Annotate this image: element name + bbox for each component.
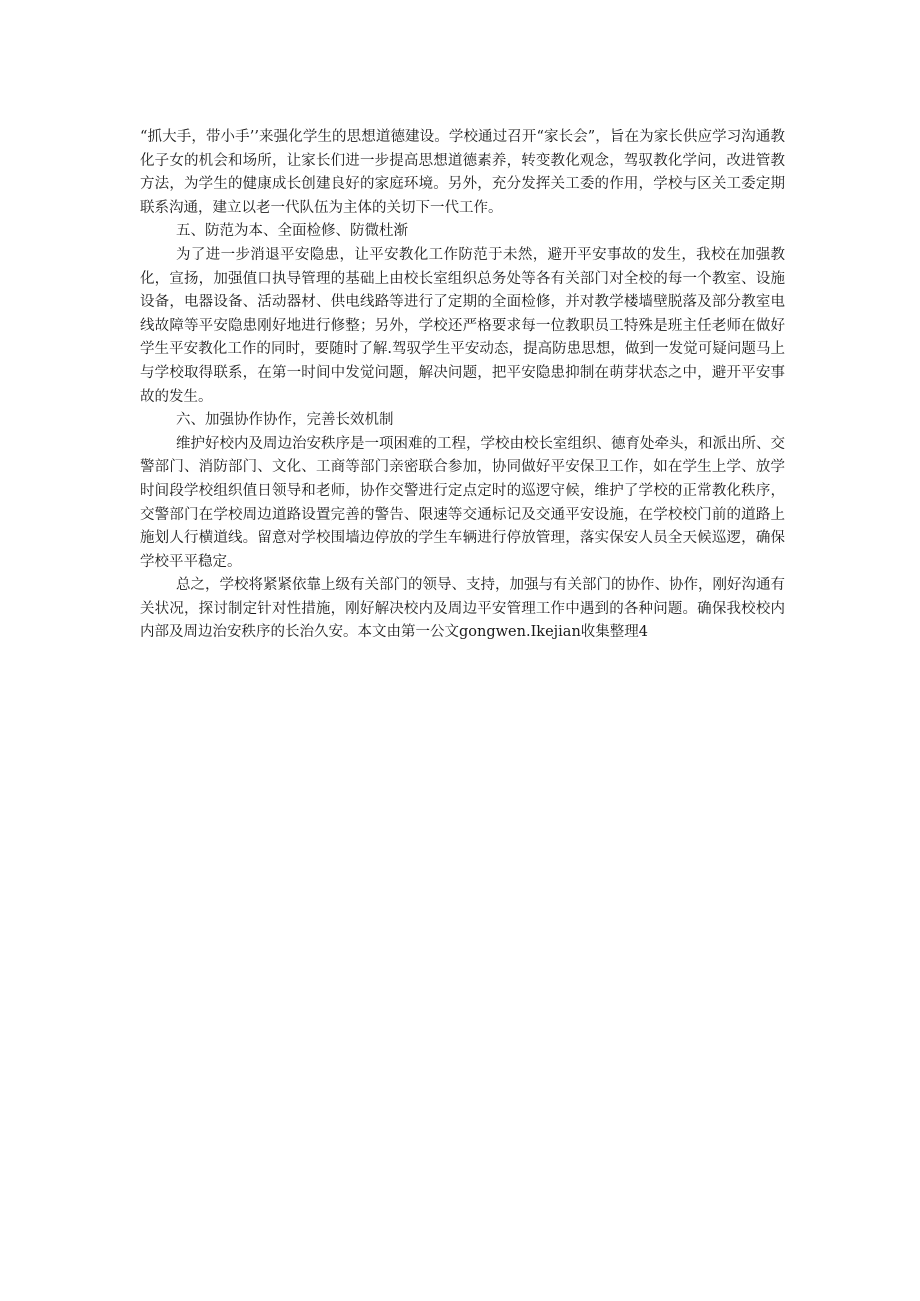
paragraph-parent-involvement: “抓大手，带小手’’来强化学生的思想道德建设。学校通过召开“家长会”，旨在为家长供应学习沟通教化子女的机会和场所，让家长们进一步提高思想道德素养，转变教化观念，驾驭教化学问，改进管教方法，为学生的健康成长创建良好的家庭环境。另外，充分发挥关工委的作用，学校与区关工委定期联系沟通，建立以老一代队伍为主体的关切下一代工作。 — [140, 129, 785, 216]
paragraph-inspection: 为了进一步消退平安隐患，让平安教化工作防范于未然，避开平安事故的发生，我校在加强教化，宣扬，加强值口执导管理的基础上由校长室组织总务处等各有关部门对全校的每一个教室、设施设备，电器设备、活动器材、供电线路等进行了定期的全面检修，并对教学楼墙壁脱落及部分教室电线故障等平安隐患刚好地进行修整；另外，学校还严格要求每一位教职员工特殊是班主任老师在做好学生平安教化工作的同时，要随时了解.驾驭学生平安动态，提高防患思想，做到一发觉可疑问题马上与学校取得联系，在第一时间中发觉问题，解决问题，把平安隐患抑制在萌芽状态之中，避开平安事故的发生。 — [140, 246, 785, 405]
document-body — [140, 126, 785, 645]
section-heading-five: 五、防范为本、全面检修、防微杜渐 — [176, 223, 408, 240]
section-heading-six: 六、加强协作协作，完善长效机制 — [176, 412, 394, 429]
paragraph-cooperation: 维护好校内及周边治安秩序是一项困难的工程，学校由校长室组织、德育处牵头，和派出所、交警部门、消防部门、文化、工商等部门亲密联合参加，协同做好平安保卫工作，如在学生上学、放学时间段学校组织值日领导和老师，协作交警进行定点定时的巡逻守候，维护了学校的正常教化秩序，交警部门在学校周边道路设置完善的警告、限速等交通标记及交通平安设施，在学校校门前的道路上施划人行横道线。留意对学校围墙边停放的学生车辆进行停放管理，落实保安人员全天候巡逻，确保学校平平稳定。 — [140, 435, 785, 570]
paragraph-conclusion: 总之，学校将紧紧依靠上级有关部门的领导、支持，加强与有关部门的协作、协作，刚好沟通有关状况，探讨制定针对性措施，刚好解决校内及周边平安管理工作中遇到的各种问题。确保我校校内内部及周边治安秩序的长治久安。本文由第一公文gongwen.Ikejian收集整理4 — [140, 577, 785, 641]
